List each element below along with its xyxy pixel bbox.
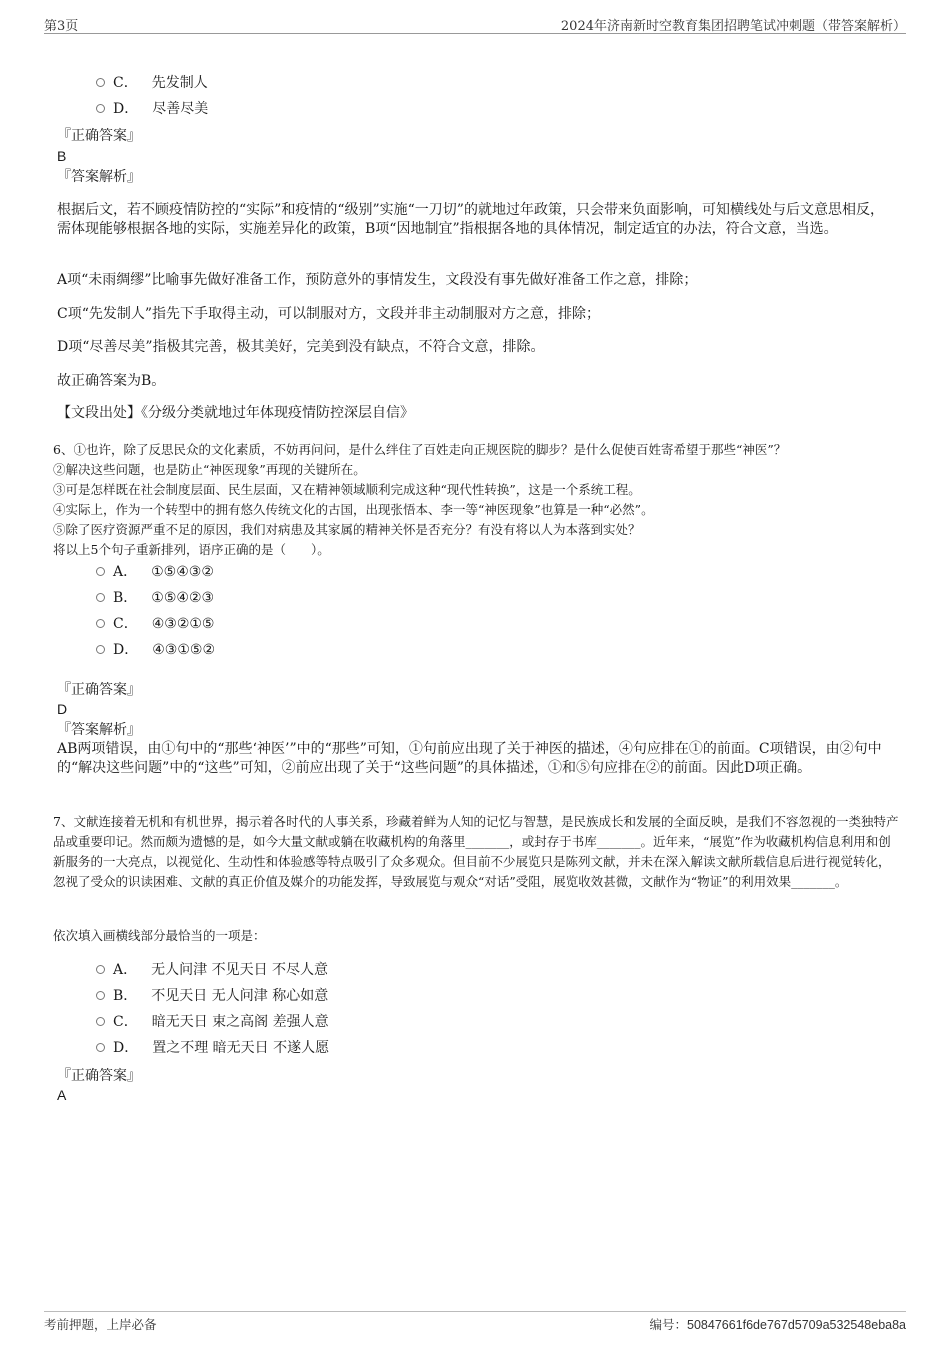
q6-option-b[interactable]: B． ①⑤④②③ <box>96 588 214 608</box>
radio-button-icon[interactable] <box>96 593 105 602</box>
q5-analysis-paragraph: C项“先发制人”指先下手取得主动，可以制服对方，文段并非主动制服对方之意，排除； <box>57 306 601 322</box>
q5-option-c[interactable]: C． 先发制人 <box>96 73 208 93</box>
q6-analysis-label: 『答案解析』 <box>57 722 141 738</box>
q6-sentence: ④实际上，作为一个转型中的拥有悠久传统文化的古国，出现张悟本、李一等“神医现象”也算是一种“必然”。 <box>53 502 654 517</box>
radio-button-icon[interactable] <box>96 1043 105 1052</box>
page-number: 第3页 <box>44 19 79 34</box>
q5-answer: B <box>57 148 67 164</box>
q7-option-b[interactable]: B． 不见天日 无人问津 称心如意 <box>96 986 328 1006</box>
q6-option-d[interactable]: D． ④③①⑤② <box>96 640 215 660</box>
radio-button-icon[interactable] <box>96 567 105 576</box>
q6-question-prompt: 将以上5个句子重新排列，语序正确的是（ ）。 <box>53 542 330 557</box>
footer-slogan: 考前押题，上岸必备 <box>44 1317 157 1332</box>
document-title: 2024年济南新时空教育集团招聘笔试冲刺题（带答案解析） <box>560 19 906 34</box>
q5-source: 【文段出处】《分级分类就地过年体现疫情防控深层自信》 <box>57 405 414 421</box>
q6-option-c[interactable]: C． ④③②①⑤ <box>96 614 214 634</box>
q6-sentence: ⑤除了医疗资源严重不足的原因，我们对病患及其家属的精神关怀是否充分？有没有将以人为本落到实处？ <box>53 522 641 537</box>
radio-button-icon[interactable] <box>96 645 105 654</box>
q5-analysis-paragraph: A项“未雨绸缪”比喻事先做好准备工作，预防意外的事情发生，文段没有事先做好准备工作之意，排除； <box>57 272 698 288</box>
q7-option-a[interactable]: A． 无人问津 不见天日 不尽人意 <box>96 960 328 980</box>
q5-analysis-paragraph: 根据后文，若不顾疫情防控的“实际”和疫情的“级别”实施“一刀切”的就地过年政策，只会带来负面影响，可知横线处与后文意思相反，需体现能够根据各地的实际，实施差异化的政策，B项“因地制宜”指根据各地的具体情况，制定适宜的办法，符合文意，当选。 <box>57 202 884 237</box>
q5-analysis-label: 『答案解析』 <box>57 169 141 185</box>
radio-button-icon[interactable] <box>96 619 105 628</box>
radio-button-icon[interactable] <box>96 104 105 113</box>
q5-analysis-paragraph: 故正确答案为B。 <box>57 373 166 389</box>
q5-analysis-paragraph: D项“尽善尽美”指极其完善，极其美好，完美到没有缺点，不符合文意，排除。 <box>57 339 545 355</box>
document-code: 编号：50847661f6de767d5709a532548eba8a <box>649 1317 906 1332</box>
q7-option-d[interactable]: D． 置之不理 暗无天日 不遂人愿 <box>96 1038 329 1058</box>
q5-answer-label: 『正确答案』 <box>57 128 141 144</box>
radio-button-icon[interactable] <box>96 78 105 87</box>
q6-option-a[interactable]: A． ①⑤④③② <box>96 562 214 582</box>
radio-button-icon[interactable] <box>96 991 105 1000</box>
page-footer <box>44 1311 906 1335</box>
q5-option-d[interactable]: D． 尽善尽美 <box>96 99 208 119</box>
q6-sentence: ③可是怎样既在社会制度层面、民生层面，又在精神领域顺利完成这种“现代性转换”，这是一个系统工程。 <box>53 482 641 497</box>
q7-answer: A <box>57 1087 67 1103</box>
radio-button-icon[interactable] <box>96 1017 105 1026</box>
q6-analysis: AB两项错误，由①句中的“那些‘神医’”中的“那些”可知，①句前应出现了关于神医的描述，④句应排在①的前面。C项错误，由②句中的“解决这些问题”中的“这些”可知，②前应出现了关于“这些问题”的具体描述，①和⑤句应排在②的前面。因此D项正确。 <box>57 741 882 776</box>
q7-passage: 7、文献连接着无机和有机世界，揭示着各时代的人事关系，珍藏着鲜为人知的记忆与智慧，是民族成长和发展的全面反映，是我们不容忽视的一类独特产品或重要印记。然而颇为遗憾的是，如今大量文献或躺在收藏机构的角落里_______，或封存于书库_______。近年来，“展览”作为收藏机构信息利用和创新服务的一大亮点，以视觉化、生动性和体验感等特点吸引了众多观众。但目前不少展览只是陈列文献，并未在深入解读文献所载信息后进行视觉转化，忽视了受众的识读困难、文献的真正价值及媒介的功能发挥，导致展览与观众“对话”受阻，展览收效甚微，文献作为“物证”的利用效果_______。 <box>53 814 899 889</box>
q7-question-prompt: 依次填入画横线部分最恰当的一项是： <box>53 928 266 943</box>
q7-answer-label: 『正确答案』 <box>57 1068 141 1084</box>
q7-option-c[interactable]: C． 暗无天日 束之高阁 差强人意 <box>96 1012 329 1032</box>
q6-answer: D <box>57 701 68 717</box>
q6-answer-label: 『正确答案』 <box>57 682 141 698</box>
radio-button-icon[interactable] <box>96 965 105 974</box>
q6-sentence: 6、①也许，除了反思民众的文化素质，不妨再问问，是什么绊住了百姓走向正规医院的脚步？是什么促使百姓寄希望于那些“神医”？ <box>53 442 787 457</box>
q6-sentence: ②解决这些问题，也是防止“神医现象”再现的关键所在。 <box>53 462 366 477</box>
page-header <box>44 14 906 34</box>
